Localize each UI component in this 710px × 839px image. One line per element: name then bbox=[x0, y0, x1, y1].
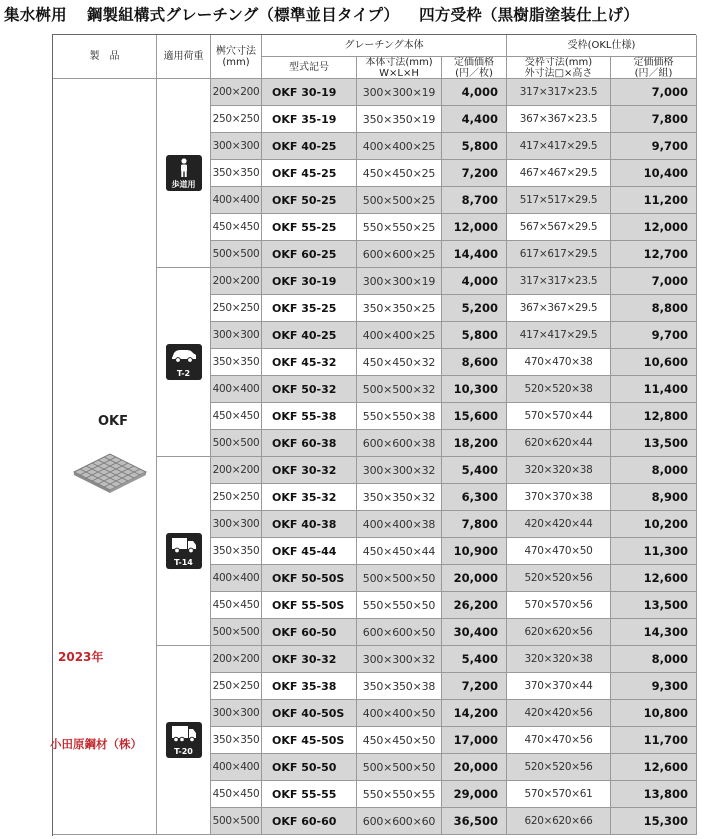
frame-size-cell: 317×317×23.5 bbox=[507, 268, 611, 295]
model-cell: OKF 45-44 bbox=[262, 538, 357, 565]
frame-price-cell: 11,200 bbox=[611, 187, 697, 214]
model-cell: OKF 60-60 bbox=[262, 808, 357, 835]
price-cell: 26,200 bbox=[442, 592, 507, 619]
opening-size-cell: 400×400 bbox=[211, 376, 262, 403]
opening-size-cell: 250×250 bbox=[211, 106, 262, 133]
price-cell: 20,000 bbox=[442, 565, 507, 592]
header-opening-line1: 桝穴寸法 bbox=[216, 45, 256, 57]
price-cell: 30,400 bbox=[442, 619, 507, 646]
header-grating-group: グレーチング本体 bbox=[262, 35, 507, 57]
frame-size-cell: 470×470×50 bbox=[507, 538, 611, 565]
model-cell: OKF 40-25 bbox=[262, 133, 357, 160]
body-size-cell: 450×450×25 bbox=[357, 160, 442, 187]
body-size-cell: 600×600×38 bbox=[357, 430, 442, 457]
opening-size-cell: 300×300 bbox=[211, 700, 262, 727]
model-cell: OKF 60-38 bbox=[262, 430, 357, 457]
price-cell: 10,300 bbox=[442, 376, 507, 403]
frame-price-cell: 10,400 bbox=[611, 160, 697, 187]
load-badge bbox=[166, 344, 202, 380]
load-group-t20 bbox=[157, 646, 211, 835]
body-size-cell: 400×400×38 bbox=[357, 511, 442, 538]
load-badge bbox=[166, 722, 202, 758]
frame-size-cell: 367×367×29.5 bbox=[507, 295, 611, 322]
frame-size-cell: 467×467×29.5 bbox=[507, 160, 611, 187]
opening-size-cell: 400×400 bbox=[211, 187, 262, 214]
price-cell: 7,200 bbox=[442, 673, 507, 700]
model-cell: OKF 35-32 bbox=[262, 484, 357, 511]
header-price bbox=[442, 57, 507, 79]
body-size-cell: 350×350×25 bbox=[357, 295, 442, 322]
body-size-cell: 550×550×38 bbox=[357, 403, 442, 430]
model-cell: OKF 30-32 bbox=[262, 646, 357, 673]
price-cell: 15,600 bbox=[442, 403, 507, 430]
model-cell: OKF 35-25 bbox=[262, 295, 357, 322]
model-cell: OKF 45-50S bbox=[262, 727, 357, 754]
body-size-cell: 550×550×25 bbox=[357, 214, 442, 241]
header-body-size bbox=[357, 57, 442, 79]
price-cell: 17,000 bbox=[442, 727, 507, 754]
frame-size-cell: 370×370×38 bbox=[507, 484, 611, 511]
body-size-cell: 550×550×50 bbox=[357, 592, 442, 619]
model-cell: OKF 35-38 bbox=[262, 673, 357, 700]
opening-size-cell: 250×250 bbox=[211, 295, 262, 322]
price-cell: 14,200 bbox=[442, 700, 507, 727]
model-cell: OKF 40-50S bbox=[262, 700, 357, 727]
header-frame-group: 受枠(OKL仕様) bbox=[507, 35, 697, 57]
header-frame-price bbox=[611, 57, 697, 79]
product-name: OKF bbox=[98, 414, 129, 429]
frame-price-cell: 10,600 bbox=[611, 349, 697, 376]
frame-price-cell: 12,800 bbox=[611, 403, 697, 430]
model-cell: OKF 55-38 bbox=[262, 403, 357, 430]
frame-price-cell: 15,300 bbox=[611, 808, 697, 835]
frame-price-cell: 7,800 bbox=[611, 106, 697, 133]
load-label: T-20 bbox=[174, 747, 193, 756]
year-label: 2023年 bbox=[58, 650, 104, 664]
frame-price-cell: 8,800 bbox=[611, 295, 697, 322]
opening-size-cell: 450×450 bbox=[211, 592, 262, 619]
maker-label: 小田原鋼材（株） bbox=[50, 737, 142, 751]
model-cell: OKF 60-25 bbox=[262, 241, 357, 268]
header-fprice-line2: (円／組) bbox=[634, 67, 673, 79]
opening-size-cell: 450×450 bbox=[211, 214, 262, 241]
frame-size-cell: 420×420×56 bbox=[507, 700, 611, 727]
body-size-cell: 500×500×50 bbox=[357, 565, 442, 592]
price-cell: 29,000 bbox=[442, 781, 507, 808]
opening-size-cell: 400×400 bbox=[211, 754, 262, 781]
frame-price-cell: 11,400 bbox=[611, 376, 697, 403]
model-cell: OKF 40-38 bbox=[262, 511, 357, 538]
opening-size-cell: 500×500 bbox=[211, 808, 262, 835]
opening-size-cell: 500×500 bbox=[211, 619, 262, 646]
model-cell: OKF 50-50 bbox=[262, 754, 357, 781]
header-load: 適用荷重 bbox=[157, 35, 211, 79]
header-frame-line1: 受枠寸法(mm) bbox=[524, 57, 593, 68]
frame-size-cell: 320×320×38 bbox=[507, 646, 611, 673]
body-size-cell: 400×400×25 bbox=[357, 133, 442, 160]
frame-size-cell: 417×417×29.5 bbox=[507, 322, 611, 349]
body-size-cell: 600×600×25 bbox=[357, 241, 442, 268]
heavy-truck-icon bbox=[170, 725, 198, 743]
header-opening bbox=[211, 35, 262, 79]
frame-size-cell: 520×520×56 bbox=[507, 754, 611, 781]
frame-price-cell: 12,000 bbox=[611, 214, 697, 241]
body-size-cell: 450×450×44 bbox=[357, 538, 442, 565]
price-cell: 4,400 bbox=[442, 106, 507, 133]
opening-size-cell: 250×250 bbox=[211, 484, 262, 511]
model-cell: OKF 50-32 bbox=[262, 376, 357, 403]
frame-price-cell: 8,000 bbox=[611, 457, 697, 484]
frame-size-cell: 320×320×38 bbox=[507, 457, 611, 484]
body-size-cell: 500×500×25 bbox=[357, 187, 442, 214]
frame-price-cell: 12,600 bbox=[611, 754, 697, 781]
frame-price-cell: 7,000 bbox=[611, 79, 697, 106]
frame-size-cell: 620×620×56 bbox=[507, 619, 611, 646]
opening-size-cell: 500×500 bbox=[211, 430, 262, 457]
model-cell: OKF 40-25 bbox=[262, 322, 357, 349]
price-cell: 8,600 bbox=[442, 349, 507, 376]
frame-size-cell: 317×317×23.5 bbox=[507, 79, 611, 106]
frame-size-cell: 470×470×38 bbox=[507, 349, 611, 376]
frame-size-cell: 420×420×44 bbox=[507, 511, 611, 538]
header-fprice-line1: 定価価格 bbox=[633, 57, 674, 68]
truck-icon bbox=[170, 536, 198, 554]
frame-price-cell: 11,700 bbox=[611, 727, 697, 754]
price-cell: 5,200 bbox=[442, 295, 507, 322]
model-cell: OKF 45-25 bbox=[262, 160, 357, 187]
opening-size-cell: 350×350 bbox=[211, 349, 262, 376]
price-cell: 18,200 bbox=[442, 430, 507, 457]
opening-size-cell: 350×350 bbox=[211, 727, 262, 754]
price-cell: 12,000 bbox=[442, 214, 507, 241]
model-cell: OKF 35-19 bbox=[262, 106, 357, 133]
frame-price-cell: 14,300 bbox=[611, 619, 697, 646]
header-opening-line2: (mm) bbox=[222, 56, 250, 68]
price-cell: 7,200 bbox=[442, 160, 507, 187]
load-badge bbox=[166, 533, 202, 569]
opening-size-cell: 400×400 bbox=[211, 565, 262, 592]
model-cell: OKF 30-19 bbox=[262, 268, 357, 295]
frame-price-cell: 10,200 bbox=[611, 511, 697, 538]
frame-price-cell: 9,700 bbox=[611, 133, 697, 160]
frame-price-cell: 7,000 bbox=[611, 268, 697, 295]
frame-price-cell: 9,300 bbox=[611, 673, 697, 700]
price-cell: 5,800 bbox=[442, 133, 507, 160]
frame-price-cell: 9,700 bbox=[611, 322, 697, 349]
price-cell: 5,400 bbox=[442, 646, 507, 673]
body-size-cell: 600×600×60 bbox=[357, 808, 442, 835]
frame-price-cell: 10,800 bbox=[611, 700, 697, 727]
load-group-t2 bbox=[157, 268, 211, 457]
opening-size-cell: 350×350 bbox=[211, 160, 262, 187]
header-frame-line2: 外寸法□×高さ bbox=[524, 67, 593, 79]
load-label: 歩道用 bbox=[171, 180, 196, 189]
body-size-cell: 350×350×38 bbox=[357, 673, 442, 700]
frame-size-cell: 567×567×29.5 bbox=[507, 214, 611, 241]
header-product: 製 品 bbox=[53, 35, 157, 79]
title-part-1: 集水桝用 bbox=[4, 6, 67, 24]
grating-image bbox=[70, 450, 150, 494]
price-cell: 20,000 bbox=[442, 754, 507, 781]
body-size-cell: 500×500×50 bbox=[357, 754, 442, 781]
body-size-cell: 500×500×32 bbox=[357, 376, 442, 403]
frame-price-cell: 12,700 bbox=[611, 241, 697, 268]
pedestrian-icon bbox=[177, 158, 191, 178]
frame-size-cell: 617×617×29.5 bbox=[507, 241, 611, 268]
frame-price-cell: 12,600 bbox=[611, 565, 697, 592]
body-size-cell: 350×350×19 bbox=[357, 106, 442, 133]
frame-price-cell: 8,900 bbox=[611, 484, 697, 511]
model-cell: OKF 55-50S bbox=[262, 592, 357, 619]
load-label: T-14 bbox=[174, 558, 193, 567]
price-cell: 6,300 bbox=[442, 484, 507, 511]
body-size-cell: 300×300×19 bbox=[357, 79, 442, 106]
body-size-cell: 450×450×32 bbox=[357, 349, 442, 376]
body-size-cell: 550×550×55 bbox=[357, 781, 442, 808]
model-cell: OKF 50-50S bbox=[262, 565, 357, 592]
header-price-line1: 定価価格 bbox=[454, 57, 494, 68]
price-cell: 7,800 bbox=[442, 511, 507, 538]
model-cell: OKF 55-55 bbox=[262, 781, 357, 808]
header-frame-size bbox=[507, 57, 611, 79]
model-cell: OKF 50-25 bbox=[262, 187, 357, 214]
opening-size-cell: 200×200 bbox=[211, 646, 262, 673]
frame-size-cell: 620×620×66 bbox=[507, 808, 611, 835]
opening-size-cell: 450×450 bbox=[211, 403, 262, 430]
frame-size-cell: 570×570×61 bbox=[507, 781, 611, 808]
frame-price-cell: 8,000 bbox=[611, 646, 697, 673]
opening-size-cell: 300×300 bbox=[211, 133, 262, 160]
page-title bbox=[4, 3, 659, 27]
price-cell: 14,400 bbox=[442, 241, 507, 268]
load-group-pedestrian bbox=[157, 79, 211, 268]
frame-size-cell: 570×570×56 bbox=[507, 592, 611, 619]
opening-size-cell: 250×250 bbox=[211, 673, 262, 700]
opening-size-cell: 450×450 bbox=[211, 781, 262, 808]
body-size-cell: 300×300×32 bbox=[357, 646, 442, 673]
body-size-cell: 350×350×32 bbox=[357, 484, 442, 511]
price-cell: 5,800 bbox=[442, 322, 507, 349]
opening-size-cell: 500×500 bbox=[211, 241, 262, 268]
model-cell: OKF 30-19 bbox=[262, 79, 357, 106]
price-cell: 8,700 bbox=[442, 187, 507, 214]
model-cell: OKF 45-32 bbox=[262, 349, 357, 376]
frame-size-cell: 520×520×38 bbox=[507, 376, 611, 403]
model-cell: OKF 55-25 bbox=[262, 214, 357, 241]
opening-size-cell: 350×350 bbox=[211, 538, 262, 565]
price-table bbox=[52, 34, 696, 836]
title-part-3: 四方受枠（黒樹脂塗装仕上げ） bbox=[419, 6, 639, 24]
frame-size-cell: 520×520×56 bbox=[507, 565, 611, 592]
price-cell: 5,400 bbox=[442, 457, 507, 484]
frame-size-cell: 470×470×56 bbox=[507, 727, 611, 754]
opening-size-cell: 300×300 bbox=[211, 322, 262, 349]
opening-size-cell: 200×200 bbox=[211, 268, 262, 295]
price-cell: 10,900 bbox=[442, 538, 507, 565]
header-model: 型式記号 bbox=[262, 57, 357, 79]
price-cell: 4,000 bbox=[442, 79, 507, 106]
frame-size-cell: 417×417×29.5 bbox=[507, 133, 611, 160]
price-cell: 4,000 bbox=[442, 268, 507, 295]
load-badge bbox=[166, 155, 202, 191]
body-size-cell: 400×400×25 bbox=[357, 322, 442, 349]
body-size-cell: 300×300×19 bbox=[357, 268, 442, 295]
opening-size-cell: 300×300 bbox=[211, 511, 262, 538]
frame-price-cell: 13,800 bbox=[611, 781, 697, 808]
header-body-line1: 本体寸法(mm) bbox=[365, 57, 433, 68]
price-cell: 36,500 bbox=[442, 808, 507, 835]
header-body-line2: W×L×H bbox=[379, 67, 419, 79]
model-cell: OKF 60-50 bbox=[262, 619, 357, 646]
frame-size-cell: 370×370×44 bbox=[507, 673, 611, 700]
opening-size-cell: 200×200 bbox=[211, 79, 262, 106]
frame-size-cell: 620×620×44 bbox=[507, 430, 611, 457]
model-cell: OKF 30-32 bbox=[262, 457, 357, 484]
frame-size-cell: 517×517×29.5 bbox=[507, 187, 611, 214]
title-part-2: 鋼製組構式グレーチング（標準並目タイプ） bbox=[86, 6, 400, 24]
load-group-t14 bbox=[157, 457, 211, 646]
body-size-cell: 400×400×50 bbox=[357, 700, 442, 727]
frame-price-cell: 13,500 bbox=[611, 430, 697, 457]
car-icon bbox=[170, 347, 198, 363]
frame-size-cell: 570×570×44 bbox=[507, 403, 611, 430]
opening-size-cell: 200×200 bbox=[211, 457, 262, 484]
body-size-cell: 450×450×50 bbox=[357, 727, 442, 754]
frame-size-cell: 367×367×23.5 bbox=[507, 106, 611, 133]
frame-price-cell: 13,500 bbox=[611, 592, 697, 619]
body-size-cell: 300×300×32 bbox=[357, 457, 442, 484]
header-price-line2: (円／枚) bbox=[455, 67, 493, 79]
load-label: T-2 bbox=[176, 369, 191, 378]
frame-price-cell: 11,300 bbox=[611, 538, 697, 565]
body-size-cell: 600×600×50 bbox=[357, 619, 442, 646]
